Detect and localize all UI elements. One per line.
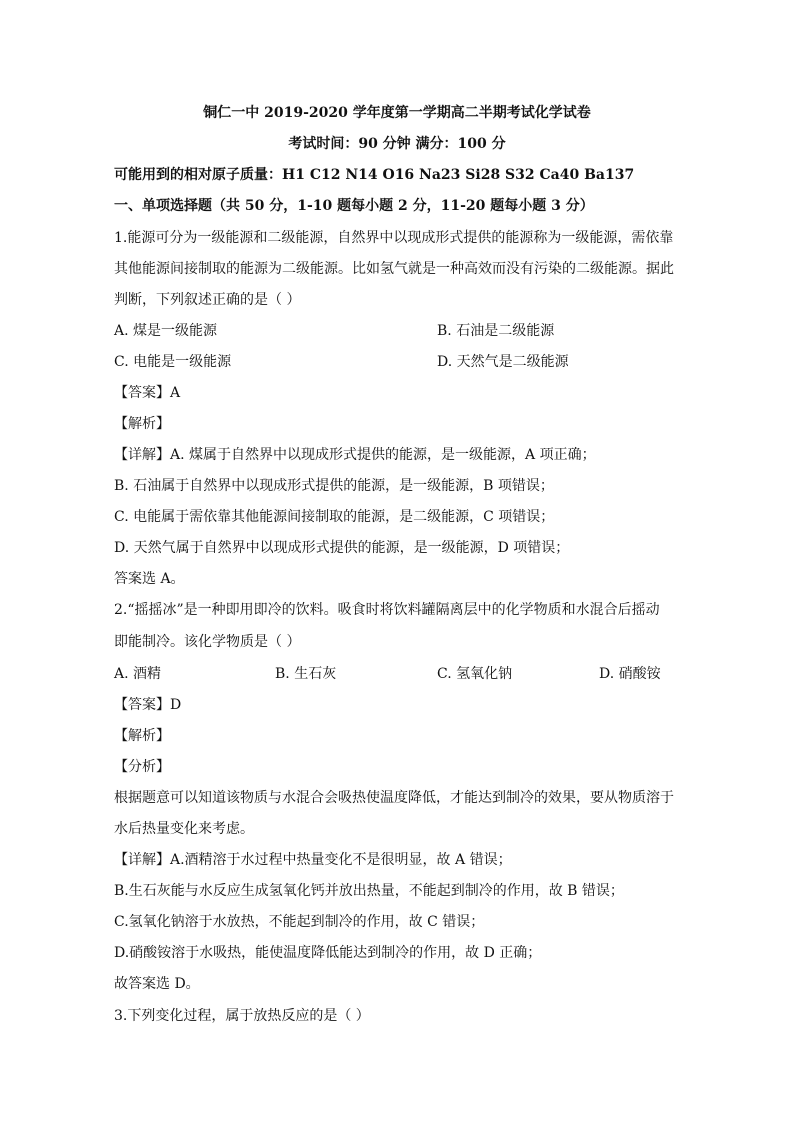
q2-option-a: A. 酒精 <box>114 666 162 682</box>
exam-title: 铜仁一中 2019-2020 学年度第一学期高二半期考试化学试卷 <box>203 105 591 121</box>
q2-option-b: B. 生石灰 <box>275 666 337 682</box>
q1-analysis-label: 【解析】 <box>114 416 170 432</box>
q2-stem-line-1: 2.“摇摇冰”是一种即用即冷的饮料。吸食时将饮料罐隔离层中的化学物质和水混合后摇动 <box>114 602 660 618</box>
q1-detail-line-4: D. 天然气属于自然界中以现成形式提供的能源，是一级能源，D 项错误； <box>114 540 570 556</box>
q1-answer: 【答案】A <box>114 385 181 401</box>
q2-fenxi-line-1: 根据题意可以知道该物质与水混合会吸热使温度降低，才能达到制冷的效果，要从物质溶于 <box>114 790 674 806</box>
q2-detail-line-2: B.生石灰能与水反应生成氢氧化钙并放出热量，不能起到制冷的作用，故 B 错误； <box>114 883 624 899</box>
q2-stem-line-2: 即能制冷。该化学物质是（ ） <box>114 634 301 650</box>
q1-conclusion: 答案选 A。 <box>114 571 185 587</box>
exam-info: 考试时间：90 分钟 满分：100 分 <box>288 136 506 152</box>
q2-detail-line-4: D.硝酸铵溶于水吸热，能使温度降低能达到制冷的作用，故 D 正确； <box>114 945 542 961</box>
atomic-masses: 可能用到的相对原子质量：H1 C12 N14 O16 Na23 Si28 S32 Ca40 Ba137 <box>114 167 635 183</box>
q1-option-c: C. 电能是一级能源 <box>114 354 232 370</box>
q1-option-b: B. 石油是二级能源 <box>437 323 555 339</box>
q1-detail-line-3: C. 电能属于需依靠其他能源间接制取的能源，是二级能源，C 项错误； <box>114 509 555 525</box>
q3-stem: 3.下列变化过程，属于放热反应的是（ ） <box>114 1008 370 1024</box>
q1-stem-line-3: 判断，下列叙述正确的是（ ） <box>114 292 301 308</box>
q1-stem-line-1: 1.能源可分为一级能源和二级能源，自然界中以现成形式提供的能源称为一级能源，需依靠 <box>114 230 674 246</box>
q2-conclusion: 故答案选 D。 <box>114 976 200 992</box>
q2-option-c: C. 氢氧化钠 <box>437 666 513 682</box>
q1-detail-line-1: 【详解】A. 煤属于自然界中以现成形式提供的能源，是一级能源，A 项正确； <box>114 447 596 463</box>
q1-detail-line-2: B. 石油属于自然界中以现成形式提供的能源，是一级能源，B 项错误； <box>114 478 554 494</box>
q1-option-d: D. 天然气是二级能源 <box>437 354 569 370</box>
q2-analysis-label: 【解析】 <box>114 728 170 744</box>
q2-option-d: D. 硝酸铵 <box>599 666 661 682</box>
q1-option-a: A. 煤是一级能源 <box>114 323 218 339</box>
q1-stem-line-2: 其他能源间接制取的能源为二级能源。比如氢气就是一种高效而没有污染的二级能源。据此 <box>114 261 674 277</box>
q2-fenxi-line-2: 水后热量变化来考虑。 <box>114 821 254 837</box>
q2-answer: 【答案】D <box>114 697 182 713</box>
q2-fenxi-label: 【分析】 <box>114 759 170 775</box>
q2-detail-line-3: C.氢氧化钠溶于水放热，不能起到制冷的作用，故 C 错误； <box>114 914 485 930</box>
section-title: 一、单项选择题（共 50 分，1-10 题每小题 2 分，11-20 题每小题 3 分） <box>114 198 594 214</box>
q2-detail-line-1: 【详解】A.酒精溶于水过程中热量变化不是很明显，故 A 错误； <box>114 852 512 868</box>
